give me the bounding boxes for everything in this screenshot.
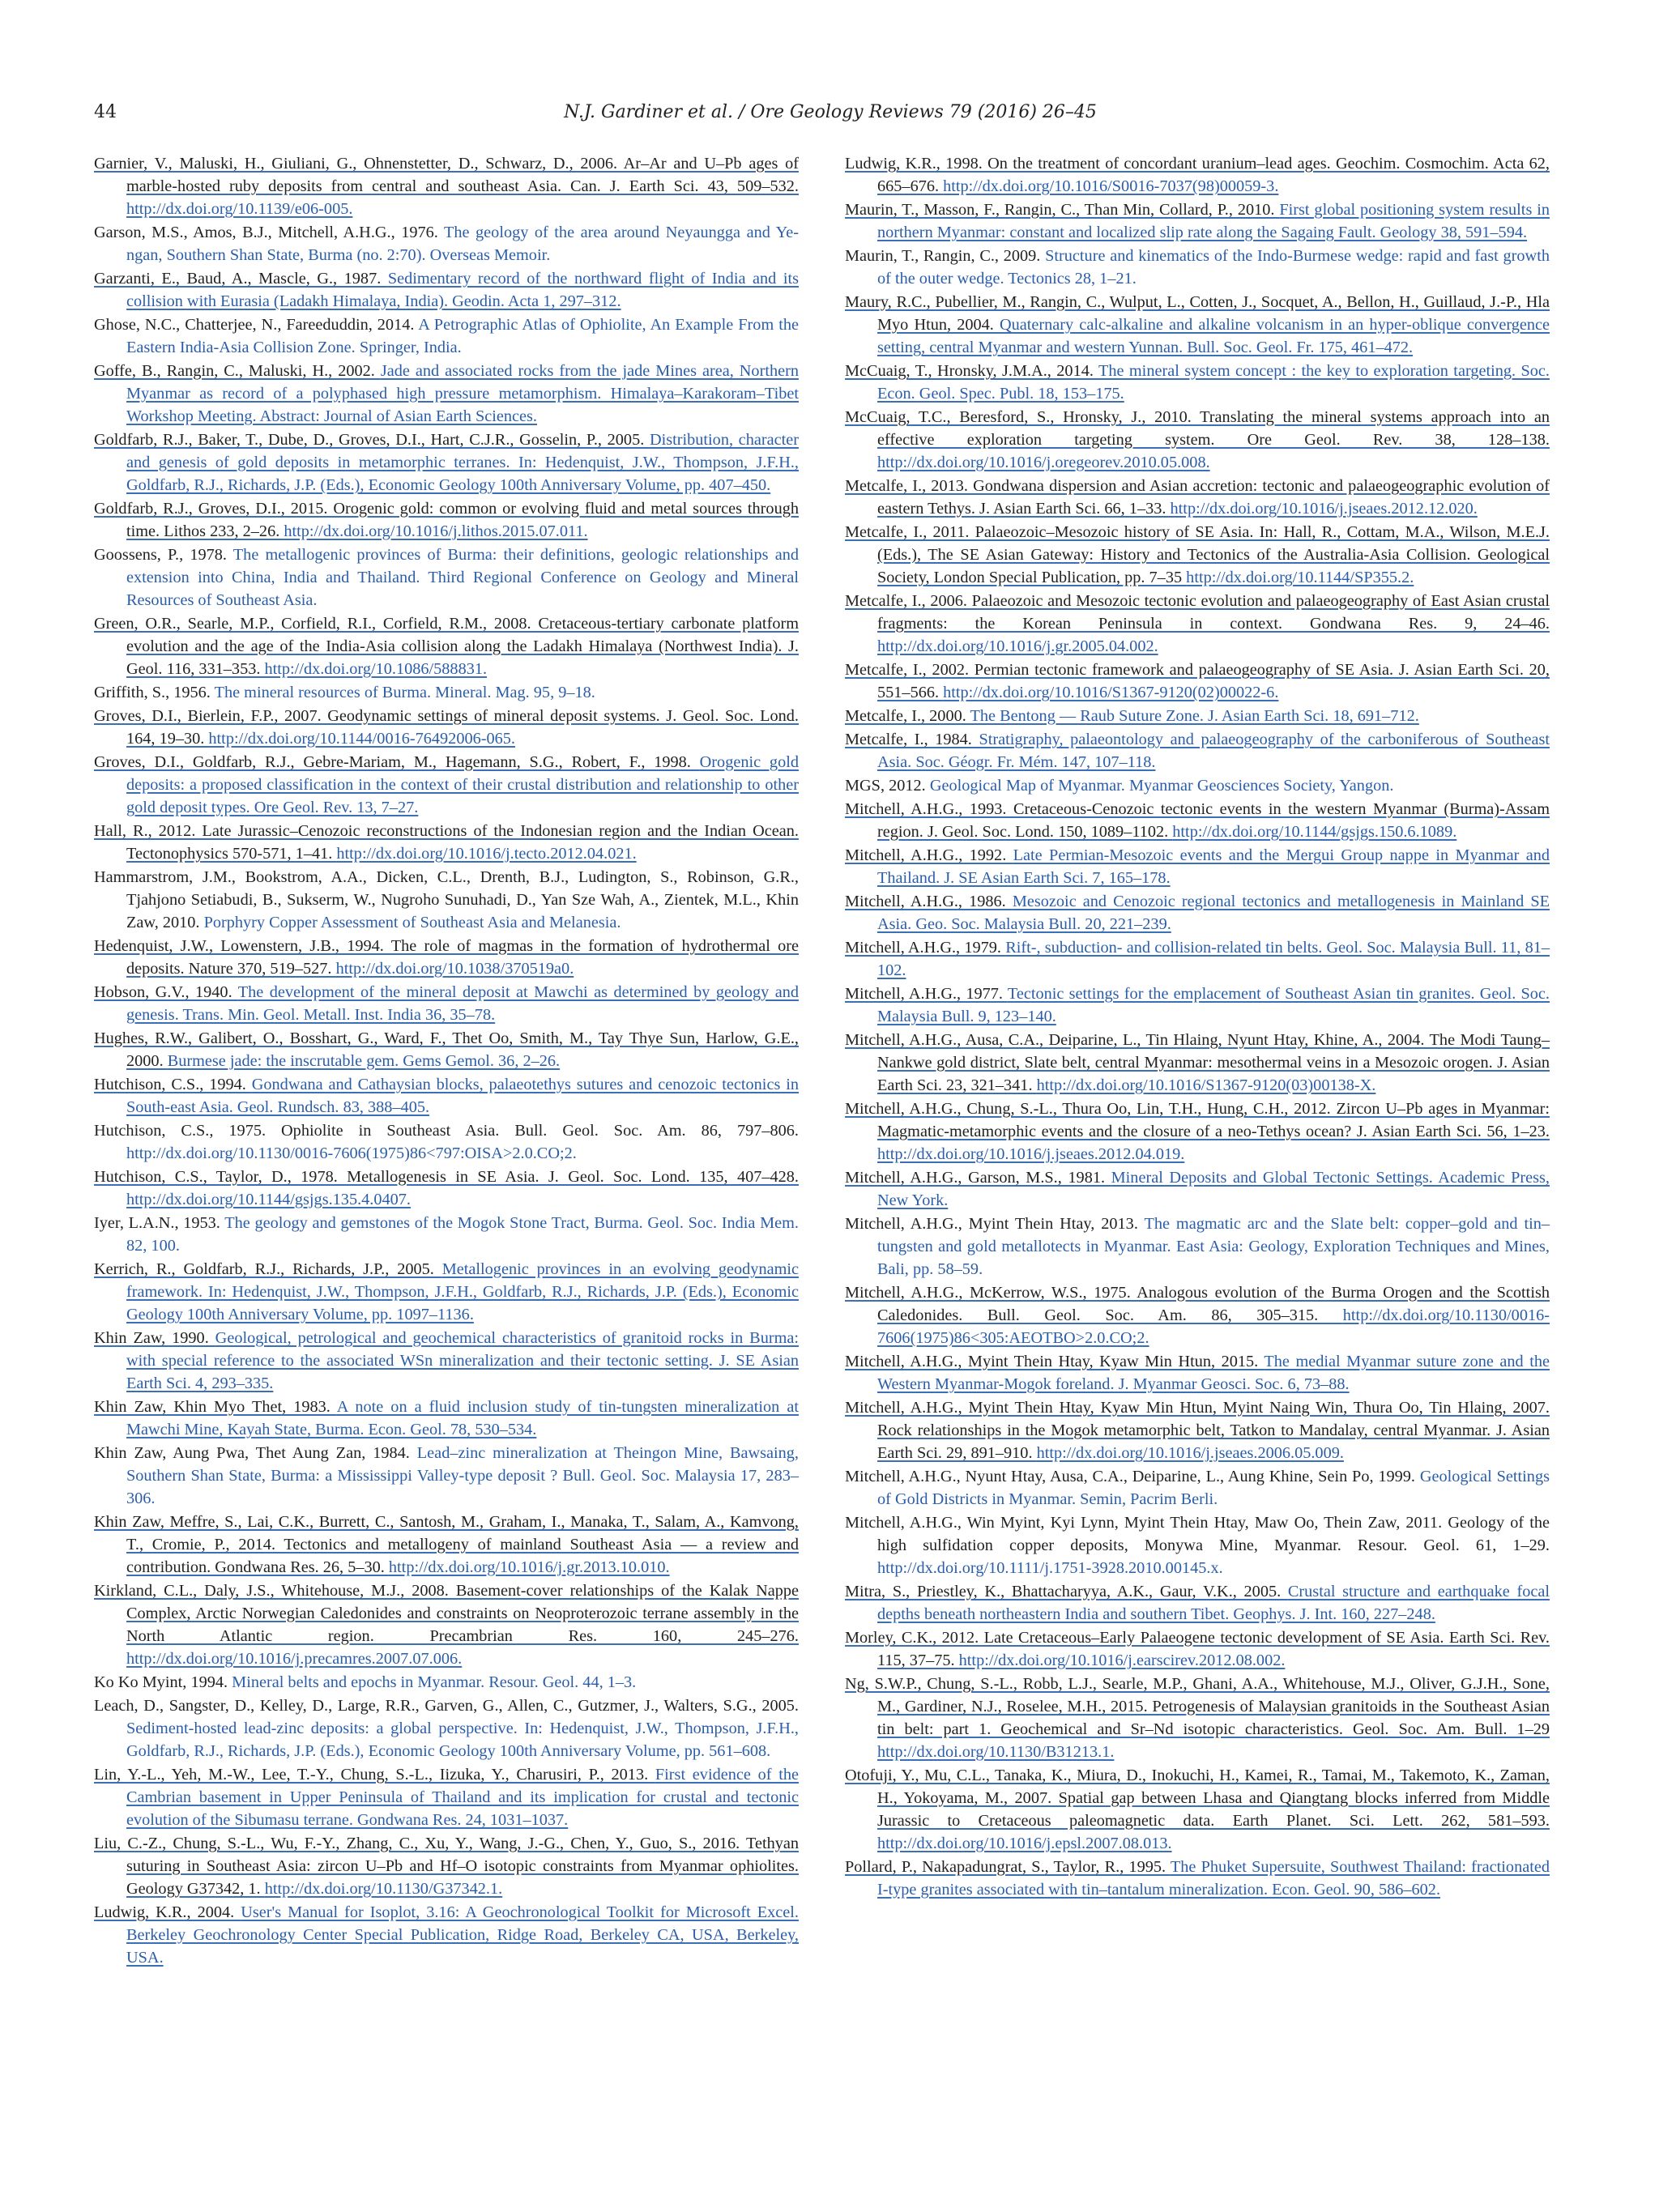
reference-link[interactable]: Lead–zinc mineralization at Theingon Mine, Bawsaing, Southern Shan State, Burma: a Mississippi Valley-type deposit ? Bull. Geol. Soc. Malaysia 17, 283–306. (126, 1444, 800, 1507)
reference-entry (845, 1580, 1550, 1626)
reference-link[interactable]: http://dx.doi.org/10.1144/0016-76492006-065. (208, 730, 515, 748)
reference-text: Metcalfe, I., 2000. (845, 707, 970, 725)
reference-link[interactable]: Orogenic gold deposits: a proposed classification in the context of their crustal distribution and relationship to other gold deposit types. Ore Geol. Rev. 13, 7–27. (126, 753, 799, 816)
reference-entry (94, 1327, 799, 1395)
reference-text: Garson, M.S., Amos, B.J., Mitchell, A.H.G., 1976. (94, 224, 444, 241)
reference-text: Hedenquist, J.W., Lowenstern, J.B., 1994. The role of magmas in the formation of hydrothermal ore deposits. Nature 370, 519–527. (94, 937, 799, 978)
reference-link[interactable]: http://dx.doi.org/10.1130/B31213.1. (877, 1743, 1115, 1761)
reference-link[interactable]: Burmese jade: the inscrutable gem. Gems Gemol. 36, 2–26. (167, 1052, 561, 1070)
reference-link[interactable]: The Bentong — Raub Suture Zone. J. Asian Earth Sci. 18, 691–712. (970, 707, 1419, 725)
page-number: 44 (94, 102, 117, 122)
reference-text: Mitchell, A.H.G., Myint Thein Htay, 2013. (845, 1215, 1145, 1233)
reference-entry (94, 1901, 799, 1969)
reference-entry (94, 681, 799, 704)
reference-entry (845, 475, 1550, 520)
reference-entry (94, 497, 799, 543)
reference-text: Metcalfe, I., 2011. Palaeozoic–Mesozoic history of SE Asia. In: Hall, R., Cottam, M.A., Wilson, M.E.J. (Eds.), The SE Asian Gateway: History and Tectonics of the Australia-Asia Collision. Geological Society, London Special Publication, pp. 7–35 (845, 523, 1550, 586)
reference-link[interactable]: http://dx.doi.org/10.1144/gsjgs.150.6.1089. (1172, 823, 1457, 841)
reference-text: Iyer, L.A.N., 1953. (94, 1214, 225, 1232)
references-right-column (845, 152, 1550, 1902)
reference-text: Hutchison, C.S., Taylor, D., 1978. Metallogenesis in SE Asia. J. Geol. Soc. Lond. 135, 407–428. (94, 1168, 799, 1186)
reference-text: Mitchell, A.H.G., 1992. (845, 846, 1013, 864)
reference-text: McCuaig, T.C., Beresford, S., Hronsky, J., 2010. Translating the mineral systems approach into an effective exploration targeting system. Ore Geol. Rev. 38, 128–138. (845, 408, 1550, 449)
reference-entry (845, 1465, 1550, 1511)
reference-entry (94, 360, 799, 428)
reference-entry (94, 705, 799, 750)
reference-entry (94, 1442, 799, 1510)
reference-text: Hutchison, C.S., 1994. (94, 1076, 252, 1093)
reference-link[interactable]: http://dx.doi.org/10.1016/j.jseaes.2012.04.019. (877, 1145, 1185, 1163)
reference-text: Mitchell, A.H.G., 1977. (845, 985, 1008, 1003)
reference-text: Hall, R., 2012. Late Jurassic–Cenozoic reconstructions of the Indonesian region and the Indian Ocean. Tectonophysics 570-571, 1–41. (94, 822, 799, 863)
reference-entry (845, 1396, 1550, 1464)
reference-text: Metcalfe, I., 2002. Permian tectonic framework and palaeogeography of SE Asia. J. Asian Earth Sci. 20, 551–566. (845, 661, 1550, 701)
reference-text: Otofuji, Y., Mu, C.L., Tanaka, K., Miura, D., Inokuchi, H., Kamei, R., Tamai, M., Takemoto, K., Zaman, H., Yokoyama, M., 2007. Spatial gap between Lhasa and Qiangtang blocks inferred from Middle Jurassic to Cretaceous paleomagnetic data. Earth Planet. Sci. Lett. 262, 581–593. (845, 1767, 1550, 1830)
reference-link[interactable]: Jade and associated rocks from the jade Mines area, Northern Myanmar as record of a polyphased high pressure metamorphism. Himalaya–Karakoram–Tibet Workshop Meeting. Abstract: Journal of Asian Earth Sciences. (126, 362, 799, 425)
reference-entry (94, 267, 799, 313)
reference-link[interactable]: First global positioning system results in northern Myanmar: constant and localized slip rate along the Sagaing Fault. Geology 38, 591–594. (877, 201, 1550, 241)
reference-entry (845, 798, 1550, 843)
reference-text: Goossens, P., 1978. (94, 546, 233, 564)
reference-link[interactable]: The Phuket Supersuite, Southwest Thailand: fractionated I-type granites associated with tin–tantalum mineralization. Econ. Geol. 90, 586–602. (877, 1858, 1550, 1899)
reference-text: Mitchell, A.H.G., 1986. (845, 893, 1013, 910)
reference-entry (94, 981, 799, 1026)
reference-link[interactable]: http://dx.doi.org/10.1016/j.lithos.2015.07.011. (284, 522, 588, 540)
reference-link[interactable]: The geology of the area around Neyaungga and Ye-ngan, Southern Shan State, Burma (no. 2:70). Overseas Memoir. (126, 224, 799, 264)
reference-text: MGS, 2012. (845, 777, 930, 795)
reference-link[interactable]: Geological Settings of Gold Districts in Myanmar. Semin, Pacrim Berli. (877, 1468, 1550, 1508)
reference-entry (94, 1119, 799, 1165)
reference-link[interactable]: User's Manual for Isoplot, 3.16: A Geochronological Toolkit for Microsoft Excel. Berkeley Geochronology Center Special Publication, Ridge Road, Berkeley CA, USA, Berkeley, USA. (126, 1903, 799, 1967)
reference-entry (845, 1511, 1550, 1579)
reference-link[interactable]: Geological, petrological and geochemical characteristics of granitoid rocks in Burma: with special reference to the associated WSn mineralization and their tectonic setting. J. SE Asian Earth Sci. 4, 293–335. (126, 1329, 799, 1392)
reference-text: Griffith, S., 1956. (94, 684, 215, 701)
reference-link[interactable]: http://dx.doi.org/10.1016/j.earscirev.2012.08.002. (958, 1652, 1286, 1669)
reference-entry (845, 1281, 1550, 1349)
reference-entry (94, 1073, 799, 1119)
reference-text: Leach, D., Sangster, D., Kelley, D., Large, R.R., Garven, G., Allen, C., Gutzmer, J., Walters, S.G., 2005. (94, 1697, 799, 1715)
reference-link[interactable]: http://dx.doi.org/10.1016/j.epsl.2007.08.013. (877, 1835, 1172, 1852)
reference-text: McCuaig, T., Hronsky, J.M.A., 2014. (845, 362, 1098, 380)
reference-entry (94, 1579, 799, 1670)
reference-entry (94, 1694, 799, 1762)
reference-entry (845, 658, 1550, 704)
reference-link[interactable]: http://dx.doi.org/10.1016/S1367-9120(03)00138-X. (1036, 1076, 1376, 1094)
reference-text: Kirkland, C.L., Daly, J.S., Whitehouse, M.J., 2008. Basement-cover relationships of the Kalak Nappe Complex, Arctic Norwegian Caledonides and constraints on Neoproterozoic terrane assembly in the North Atlantic region. Precambrian Res. 160, 245–276. (94, 1582, 799, 1645)
reference-link[interactable]: http://dx.doi.org/10.1130/0016-7606(1975)86<305:AEOTBO>2.0.CO;2. (877, 1306, 1550, 1347)
reference-entry (845, 198, 1550, 244)
reference-text: Groves, D.I., Bierlein, F.P., 2007. Geodynamic settings of mineral deposit systems. J. Geol. Soc. Lond. 164, 19–30. (94, 707, 799, 748)
reference-entry (94, 1212, 799, 1257)
reference-entry (94, 1258, 799, 1326)
page-header (94, 102, 1567, 130)
reference-entry (94, 313, 799, 359)
reference-entry (845, 705, 1550, 727)
reference-entry (94, 1763, 799, 1831)
reference-entry (845, 1166, 1550, 1212)
reference-link[interactable]: http://dx.doi.org/10.1111/j.1751-3928.2010.00145.x. (877, 1559, 1223, 1577)
reference-entry (94, 612, 799, 680)
reference-text: Metcalfe, I., 2013. Gondwana dispersion and Asian accretion: tectonic and palaeogeographic evolution of eastern Tethys. J. Asian Earth Sci. 66, 1–33. (845, 477, 1550, 518)
reference-text: Liu, C.-Z., Chung, S.-L., Wu, F.-Y., Zhang, C., Xu, Y., Wang, J.-G., Chen, Y., Guo, S., 2016. Tethyan suturing in Southeast Asia: zircon U–Pb and Hf–O isotopic constraints from Myanmar ophiolites. Geology G37342, 1. (94, 1835, 799, 1898)
reference-entry (845, 1029, 1550, 1097)
reference-text: Metcalfe, I., 1984. (845, 731, 979, 748)
reference-entry (845, 1213, 1550, 1281)
reference-entry (845, 982, 1550, 1028)
reference-text: Hutchison, C.S., 1975. Ophiolite in Southeast Asia. Bull. Geol. Soc. Am. 86, 797–806. (94, 1122, 799, 1140)
reference-link[interactable]: The mineral resources of Burma. Mineral. Mag. 95, 9–18. (214, 684, 595, 701)
reference-text: Ko Ko Myint, 1994. (94, 1673, 232, 1691)
reference-link[interactable]: Distribution, character and genesis of gold deposits in metamorphic terranes. In: Hedenquist, J.W., Thompson, J.F.H., Goldfarb, R.J., Richards, J.P. (Eds.), Economic Geology 100th Anniversary Volume, pp. 407–450. (126, 431, 799, 494)
reference-text: Maury, R.C., Pubellier, M., Rangin, C., Wulput, L., Cotten, J., Socquet, A., Bellon, H., Guillaud, J.-P., Hla Myo Htun, 2004. (845, 293, 1550, 334)
reference-text: Pollard, P., Nakapadungrat, S., Taylor, R., 1995. (845, 1858, 1171, 1876)
reference-link[interactable]: Sediment-hosted lead-zinc deposits: a global perspective. In: Hedenquist, J.W., Thompson, J.F.H., Goldfarb, R.J., Richards, J.P. (Eds.), Economic Geology 100th Anniversary Volume, pp. 561–608. (126, 1720, 799, 1760)
reference-text: Garzanti, E., Baud, A., Mascle, G., 1987. (94, 270, 388, 288)
references-left-column (94, 152, 799, 1970)
reference-entry (94, 1027, 799, 1072)
reference-link[interactable]: Rift-, subduction- and collision-related tin belts. Geol. Soc. Malaysia Bull. 11, 81–102. (877, 939, 1550, 979)
reference-entry (845, 291, 1550, 359)
reference-text: Hughes, R.W., Galibert, O., Bosshart, G., Ward, F., Thet Oo, Smith, M., Tay Thye Sun, Harlow, G.E., 2000. (94, 1029, 799, 1070)
reference-link[interactable]: http://dx.doi.org/10.1139/e06-005. (126, 200, 353, 218)
reference-text: Mitchell, A.H.G., 1993. Cretaceous-Cenozoic tectonic events in the western Myanmar (Burma)-Assam region. J. Geol. Soc. Lond. 150, 1089–1102. (845, 800, 1550, 841)
reference-text: Ghose, N.C., Chatterjee, N., Fareeduddin, 2014. (94, 316, 419, 334)
reference-text: Mitchell, A.H.G., Myint Thein Htay, Kyaw Min Htun, Myint Naing Win, Thura Oo, Tin Hlaing, 2007. Rock relationships in the Mogok metamorphic belt, Tatkon to Mandalay, central Myanmar. J. Asian Earth Sci. 29, 891–910. (845, 1399, 1550, 1462)
reference-text: Green, O.R., Searle, M.P., Corfield, R.I., Corfield, R.M., 2008. Cretaceous-tertiary carbonate platform evolution and the age of the India-Asia collision along the Ladakh Himalaya (Northwest India). J. Geol. 116, 331–353. (94, 615, 799, 678)
reference-entry (845, 521, 1550, 589)
reference-entry (94, 152, 799, 220)
reference-text: Maurin, T., Masson, F., Rangin, C., Than Min, Collard, P., 2010. (845, 201, 1280, 219)
reference-text: Metcalfe, I., 2006. Palaeozoic and Mesozoic tectonic evolution and palaeogeography of East Asian crustal fragments: the Korean Peninsula in context. Gondwana Res. 9, 24–46. (845, 592, 1550, 633)
reference-entry (845, 844, 1550, 889)
reference-text: Mitchell, A.H.G., Garson, M.S., 1981. (845, 1169, 1111, 1187)
reference-text: Morley, C.K., 2012. Late Cretaceous–Early Palaeogene tectonic development of SE Asia. Earth Sci. Rev. 115, 37–75. (845, 1629, 1550, 1669)
reference-link[interactable]: The medial Myanmar suture zone and the Western Myanmar-Mogok foreland. J. Myanmar Geosci. Soc. 6, 73–88. (877, 1353, 1550, 1393)
reference-entry (845, 1350, 1550, 1396)
reference-entry (845, 590, 1550, 658)
reference-text: Kerrich, R., Goldfarb, R.J., Richards, J.P., 2005. (94, 1260, 442, 1278)
reference-link[interactable]: http://dx.doi.org/10.1038/370519a0. (335, 960, 574, 978)
reference-text: Goldfarb, R.J., Baker, T., Dube, D., Groves, D.I., Hart, C.J.R., Gosselin, P., 2005. (94, 431, 650, 449)
reference-entry (845, 1764, 1550, 1855)
reference-link[interactable]: http://dx.doi.org/10.1016/S0016-7037(98)00059-3. (943, 177, 1279, 195)
reference-text: Mitchell, A.H.G., 1979. (845, 939, 1006, 957)
reference-text: Ludwig, K.R., 1998. On the treatment of concordant uranium–lead ages. Geochim. Cosmochim. Acta 62, 665–676. (845, 155, 1550, 195)
reference-link[interactable]: First evidence of the Cambrian basement in Upper Peninsula of Thailand and its implication for crustal and tectonic evolution of the Sibumasu terrane. Gondwana Res. 24, 1031–1037. (126, 1766, 799, 1829)
reference-link[interactable]: http://dx.doi.org/10.1016/j.jseaes.2006.05.009. (1036, 1444, 1344, 1462)
reference-entry (845, 1097, 1550, 1166)
reference-link[interactable]: http://dx.doi.org/10.1144/SP355.2. (1186, 569, 1414, 586)
reference-entry (94, 751, 799, 819)
reference-text: Khin Zaw, Khin Myo Thet, 1983. (94, 1398, 337, 1416)
reference-entry (845, 936, 1550, 982)
reference-text: Mitchell, A.H.G., Ausa, C.A., Deiparine, L., Tin Hlaing, Nyunt Htay, Khine, A., 2004. The Modi Taung–Nankwe gold district, Slate belt, central Myanmar: mesothermal veins in a Mesozoic orogen. J. Asian Earth Sci. 23, 321–341. (845, 1031, 1550, 1094)
reference-entry (845, 728, 1550, 774)
reference-entry (845, 245, 1550, 290)
reference-text: Groves, D.I., Goldfarb, R.J., Gebre-Mariam, M., Hagemann, S.G., Robert, F., 1998. (94, 753, 700, 771)
reference-entry (845, 1626, 1550, 1672)
reference-text: Mitchell, A.H.G., Myint Thein Htay, Kyaw Min Htun, 2015. (845, 1353, 1265, 1370)
reference-entry (94, 1396, 799, 1441)
reference-text: Ludwig, K.R., 2004. (94, 1903, 241, 1921)
reference-text: Goffe, B., Rangin, C., Maluski, H., 2002. (94, 362, 381, 380)
reference-link[interactable]: Structure and kinematics of the Indo-Burmese wedge: rapid and fast growth of the outer wedge. Tectonics 28, 1–21. (877, 247, 1550, 288)
reference-link[interactable]: The magmatic arc and the Slate belt: copper–gold and tin–tungsten and gold metallotects in Myanmar. East Asia: Geology, Exploration Techniques and Mines, Bali, pp. 58–59. (877, 1215, 1550, 1278)
reference-entry (94, 221, 799, 266)
reference-entry (94, 428, 799, 497)
reference-link[interactable]: http://dx.doi.org/10.1016/j.tecto.2012.04.021. (336, 845, 637, 863)
reference-link[interactable]: Gondwana and Cathaysian blocks, palaeotethys sutures and cenozoic tectonics in South-east Asia. Geol. Rundsch. 83, 388–405. (126, 1076, 799, 1116)
reference-text: Hobson, G.V., 1940. (94, 983, 238, 1001)
reference-link[interactable]: http://dx.doi.org/10.1086/588831. (264, 660, 488, 678)
reference-entry (94, 1166, 799, 1211)
reference-text: Ng, S.W.P., Chung, S.-L., Robb, L.J., Searle, M.P., Ghani, A.A., Whitehouse, M.J., Oliver, G.J.H., Sone, M., Gardiner, N.J., Roselee, M.H., 2015. Petrogenesis of Malaysian granitoids in the Southeast Asian tin belt: part 1. Geochemical and Sr–Nd isotopic characteristics. Geol. Soc. Am. Bull. 1–29 (845, 1675, 1550, 1738)
reference-link[interactable]: The development of the mineral deposit at Mawchi as determined by geology and genesis. Trans. Min. Geol. Metall. Inst. India 36, 35–78. (126, 983, 799, 1024)
reference-link[interactable]: Quaternary calc-alkaline and alkaline volcanism in an hyper-oblique convergence setting, central Myanmar and western Yunnan. Bull. Soc. Geol. Fr. 175, 461–472. (877, 316, 1550, 356)
reference-link[interactable]: Mineral Deposits and Global Tectonic Settings. Academic Press, New York. (877, 1169, 1550, 1209)
reference-link[interactable]: http://dx.doi.org/10.1016/j.gr.2005.04.002. (877, 637, 1158, 655)
reference-link[interactable]: http://dx.doi.org/10.1016/j.gr.2013.10.010. (388, 1558, 670, 1576)
reference-link[interactable]: http://dx.doi.org/10.1016/j.precamres.2007.07.006. (126, 1650, 463, 1668)
reference-link[interactable]: Geological Map of Myanmar. Myanmar Geosciences Society, Yangon. (929, 777, 1394, 795)
reference-text: Goldfarb, R.J., Groves, D.I., 2015. Orogenic gold: common or evolving fluid and metal sources through time. Lithos 233, 2–26. (94, 500, 799, 540)
reference-link[interactable]: http://dx.doi.org/10.1016/S1367-9120(02)00022-6. (943, 684, 1279, 701)
reference-text: Mitchell, A.H.G., Nyunt Htay, Ausa, C.A., Deiparine, L., Aung Khine, Sein Po, 1999. (845, 1468, 1420, 1485)
reference-text: Mitchell, A.H.G., Win Myint, Kyi Lynn, Myint Thein Htay, Maw Oo, Thein Zaw, 2011. Geology of the high sulfidation copper deposits, Monywa Mine, Myanmar. Resour. Geol. 61, 1–29. (845, 1514, 1550, 1554)
reference-link[interactable]: Sedimentary record of the northward flight of India and its collision with Eurasia (Ladakh Himalaya, India). Geodin. Acta 1, 297–312. (126, 270, 799, 310)
running-title: N.J. Gardiner et al. / Ore Geology Reviews 79 (2016) 26–45 (564, 102, 1097, 122)
reference-text: Maurin, T., Rangin, C., 2009. (845, 247, 1046, 265)
reference-link[interactable]: Mesozoic and Cenozoic regional tectonics and metallogenesis in Mainland SE Asia. Geo. Soc. Malaysia Bull. 20, 221–239. (877, 893, 1550, 933)
reference-text: Mitchell, A.H.G., Chung, S.-L., Thura Oo, Lin, T.H., Hung, C.H., 2012. Zircon U–Pb ages in Myanmar: Magmatic-metamorphic events and the closure of a neo-Tethys ocean? J. Asian Earth Sci. 56, 1–23. (845, 1100, 1550, 1140)
reference-entry (94, 935, 799, 980)
reference-entry (94, 1832, 799, 1900)
reference-link[interactable]: http://dx.doi.org/10.1016/j.jseaes.2012.12.020. (1170, 500, 1478, 518)
reference-link[interactable]: The metallogenic provinces of Burma: their definitions, geologic relationships and extension into China, India and Thailand. Third Regional Conference on Geology and Mineral Resources of Southeast Asia. (126, 546, 800, 609)
reference-entry (845, 360, 1550, 405)
reference-link[interactable]: The geology and gemstones of the Mogok Stone Tract, Burma. Geol. Soc. India Mem. 82, 100. (126, 1214, 800, 1255)
reference-link[interactable]: The mineral system concept : the key to exploration targeting. Soc. Econ. Geol. Spec. Publ. 18, 153–175. (877, 362, 1550, 403)
reference-entry (845, 890, 1550, 936)
reference-entry (94, 820, 799, 865)
reference-link[interactable]: Tectonic settings for the emplacement of Southeast Asian tin granites. Geol. Soc. Malaysia Bull. 9, 123–140. (877, 985, 1550, 1025)
reference-text: Hammarstrom, J.M., Bookstrom, A.A., Dicken, C.L., Drenth, B.J., Ludington, S., Robinson, G.R., Tjahjono Setiabudi, B., Sukserm, W., Nugroho Sunuhadi, D., Yan Sze Wah, A., Zientek, M.L., Khin Zaw, 2010. (94, 868, 799, 931)
reference-entry (845, 406, 1550, 474)
reference-entry (94, 1671, 799, 1694)
reference-text: Lin, Y.-L., Yeh, M.-W., Lee, T.-Y., Chung, S.-L., Iizuka, Y., Charusiri, P., 2013. (94, 1766, 655, 1784)
reference-link[interactable]: Porphyry Copper Assessment of Southeast Asia and Melanesia. (203, 914, 621, 931)
reference-link[interactable]: http://dx.doi.org/10.1144/gsjgs.135.4.0407. (126, 1191, 411, 1208)
reference-entry (94, 1511, 799, 1579)
reference-link[interactable]: http://dx.doi.org/10.1130/G37342.1. (264, 1880, 503, 1898)
reference-entry (845, 1856, 1550, 1901)
reference-text: Khin Zaw, Meffre, S., Lai, C.K., Burrett, C., Santosh, M., Graham, I., Manaka, T., Salam, A., Kamvong, T., Cromie, P., 2014. Tectonics and metallogeny of mainland Southeast Asia — a review and contribution. Gondwana Res. 26, 5–30. (94, 1513, 799, 1576)
reference-link[interactable]: http://dx.doi.org/10.1130/0016-7606(1975)86<797:OISA>2.0.CO;2. (126, 1144, 577, 1162)
reference-entry (845, 152, 1550, 198)
reference-link[interactable]: Crustal structure and earthquake focal depths beneath northeastern India and southern Tibet. Geophys. J. Int. 160, 227–248. (877, 1583, 1550, 1623)
reference-text: Mitchell, A.H.G., McKerrow, W.S., 1975. Analogous evolution of the Burma Orogen and the Scottish Caledonides. Bull. Geol. Soc. Am. 86, 305–315. (845, 1284, 1550, 1324)
reference-link[interactable]: Late Permian-Mesozoic events and the Mergui Group nappe in Myanmar and Thailand. J. SE Asian Earth Sci. 7, 165–178. (877, 846, 1550, 887)
reference-text: Khin Zaw, Aung Pwa, Thet Aung Zan, 1984. (94, 1444, 417, 1462)
reference-text: Mitra, S., Priestley, K., Bhattacharyya, A.K., Gaur, V.K., 2005. (845, 1583, 1288, 1600)
reference-link[interactable]: Stratigraphy, palaeontology and palaeogeography of the carboniferous of Southeast Asia. Soc. Géogr. Fr. Mém. 147, 107–118. (877, 731, 1550, 771)
reference-link[interactable]: Mineral belts and epochs in Myanmar. Resour. Geol. 44, 1–3. (232, 1673, 637, 1691)
reference-entry (845, 1673, 1550, 1763)
reference-link[interactable]: Metallogenic provinces in an evolving geodynamic framework. In: Hedenquist, J.W., Thompson, J.F.H., Goldfarb, R.J., Richards, J.P. (Eds.), Economic Geology 100th Anniversary Volume, pp. 1097–1136. (126, 1260, 799, 1323)
reference-text: Khin Zaw, 1990. (94, 1329, 215, 1347)
reference-link[interactable]: A Petrographic Atlas of Ophiolite, An Example From the Eastern India-Asia Collision Zone. Springer, India. (126, 316, 799, 356)
reference-entry (94, 866, 799, 934)
reference-link[interactable]: A note on a fluid inclusion study of tin-tungsten mineralization at Mawchi Mine, Kayah State, Burma. Econ. Geol. 78, 530–534. (126, 1398, 799, 1438)
reference-link[interactable]: http://dx.doi.org/10.1016/j.oregeorev.2010.05.008. (877, 454, 1210, 471)
reference-entry (845, 774, 1550, 797)
reference-text: Garnier, V., Maluski, H., Giuliani, G., Ohnenstetter, D., Schwarz, D., 2006. Ar–Ar and U–Pb ages of marble-hosted ruby deposits from central and southeast Asia. Can. J. Earth Sci. 43, 509–532. (94, 155, 799, 195)
reference-entry (94, 543, 799, 612)
